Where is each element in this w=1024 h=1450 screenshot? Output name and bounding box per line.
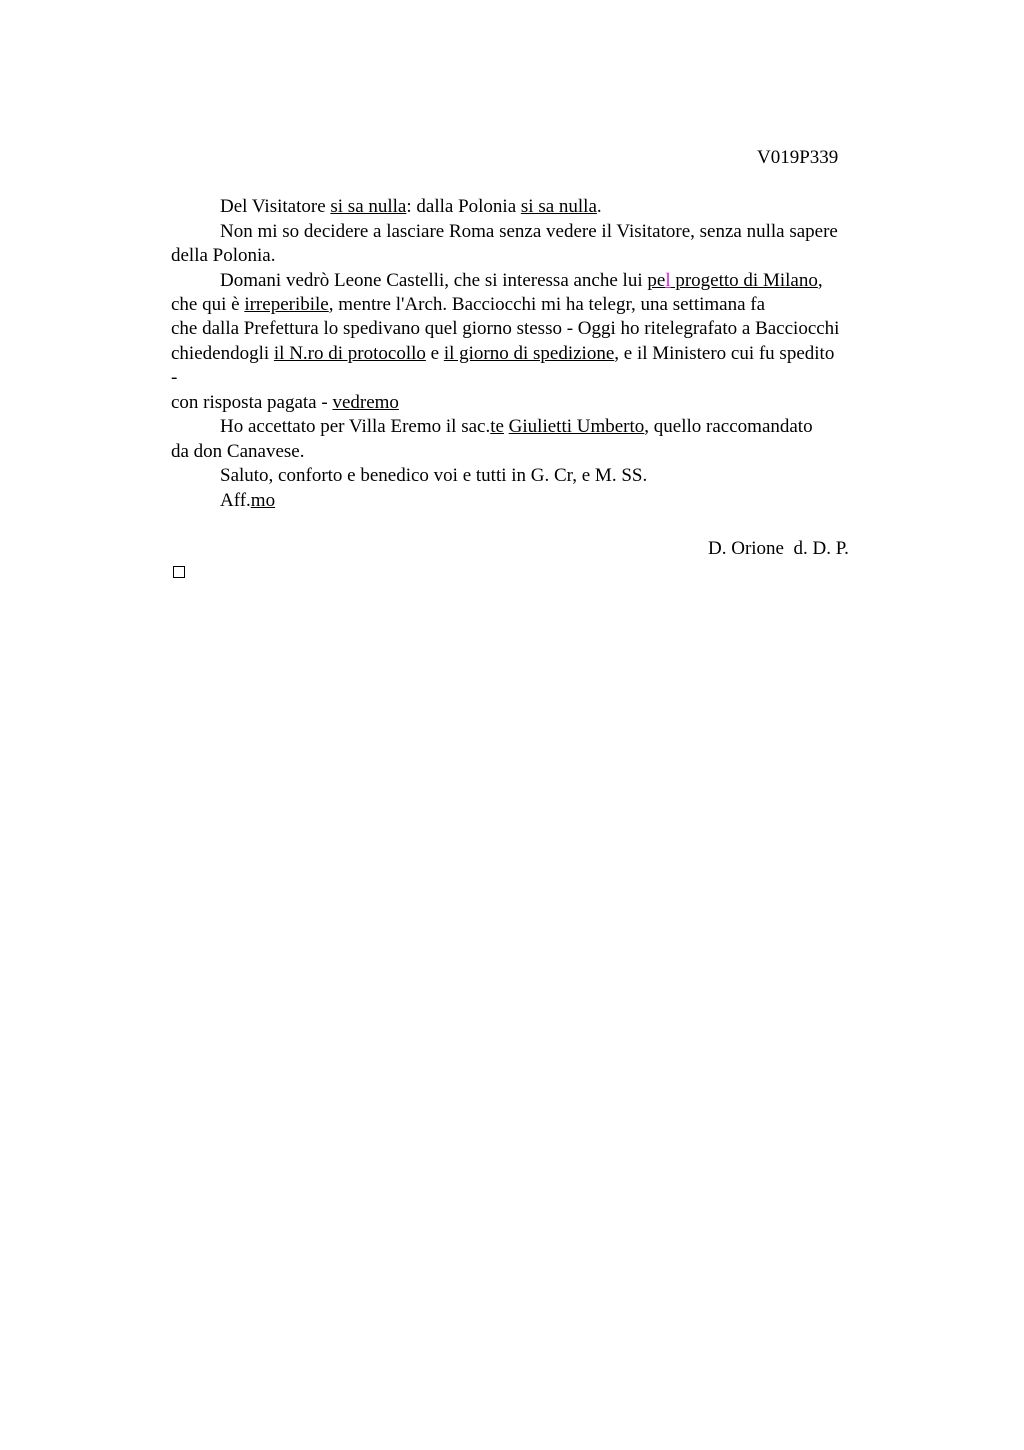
text-segment: che qui è <box>171 294 245 315</box>
underlined-text: te <box>490 416 504 437</box>
underlined-text: il N.ro di protocollo <box>273 343 426 364</box>
text-line <box>220 221 838 243</box>
text-segment: . <box>596 196 602 217</box>
text-line <box>220 490 275 512</box>
underlined-text: il giorno di spedizione <box>443 343 615 364</box>
underlined-text: vedremo <box>332 392 399 413</box>
text-line <box>171 343 834 365</box>
text-segment: Saluto, conforto e benedico voi e tutti in G. Cr, e M. SS. <box>220 465 648 486</box>
text-line <box>220 196 602 218</box>
text-line <box>220 270 823 292</box>
underlined-text: Giulietti Umberto <box>508 416 645 437</box>
document-id: V019P339 <box>757 147 839 168</box>
text-segment: Aff. <box>220 490 251 511</box>
text-segment: chiedendogli <box>171 343 274 364</box>
signature: D. Orione d. D. P. <box>708 538 849 559</box>
text-line <box>220 465 647 487</box>
underlined-text: mo <box>250 490 276 511</box>
text-segment: , e il Ministero cui fu spedito <box>614 343 835 364</box>
text-segment: che dalla Prefettura lo spedivano quel giorno stesso - Oggi ho ritelegrafato a Bacciocchi <box>171 318 840 339</box>
text-segment: da don Canavese. <box>171 441 305 462</box>
text-segment: con risposta pagata - <box>171 392 333 413</box>
text-segment: , <box>817 270 823 291</box>
underlined-text: si sa nulla <box>520 196 597 217</box>
text-segment: Del Visitatore <box>220 196 331 217</box>
text-line <box>171 392 399 414</box>
underlined-text: l <box>665 270 671 291</box>
underlined-text: pe <box>647 270 666 291</box>
text-segment: Non mi so decidere a lasciare Roma senza vedere il Visitatore, senza nulla sapere <box>220 221 838 242</box>
text-line <box>171 318 839 340</box>
text-segment: e <box>425 343 444 364</box>
underlined-text: progetto di Milano <box>670 270 818 291</box>
text-line <box>171 245 275 267</box>
text-segment: : dalla Polonia <box>406 196 521 217</box>
text-segment: , mentre l'Arch. Bacciocchi mi ha telegr, una settimana fa <box>328 294 766 315</box>
text-segment: , quello raccomandato <box>644 416 813 437</box>
text-segment: Domani vedrò Leone Castelli, che si interessa anche lui <box>220 270 648 291</box>
text-line <box>171 367 177 389</box>
text-segment: Ho accettato per Villa Eremo il sac. <box>220 416 491 437</box>
underlined-text: si sa nulla <box>330 196 407 217</box>
checkbox-mark <box>173 566 185 578</box>
text-segment: - <box>171 367 178 388</box>
text-line <box>171 294 765 316</box>
text-segment: della Polonia. <box>171 245 276 266</box>
text-line <box>171 441 304 463</box>
underlined-text: irreperibile <box>244 294 329 315</box>
text-line <box>220 416 813 438</box>
